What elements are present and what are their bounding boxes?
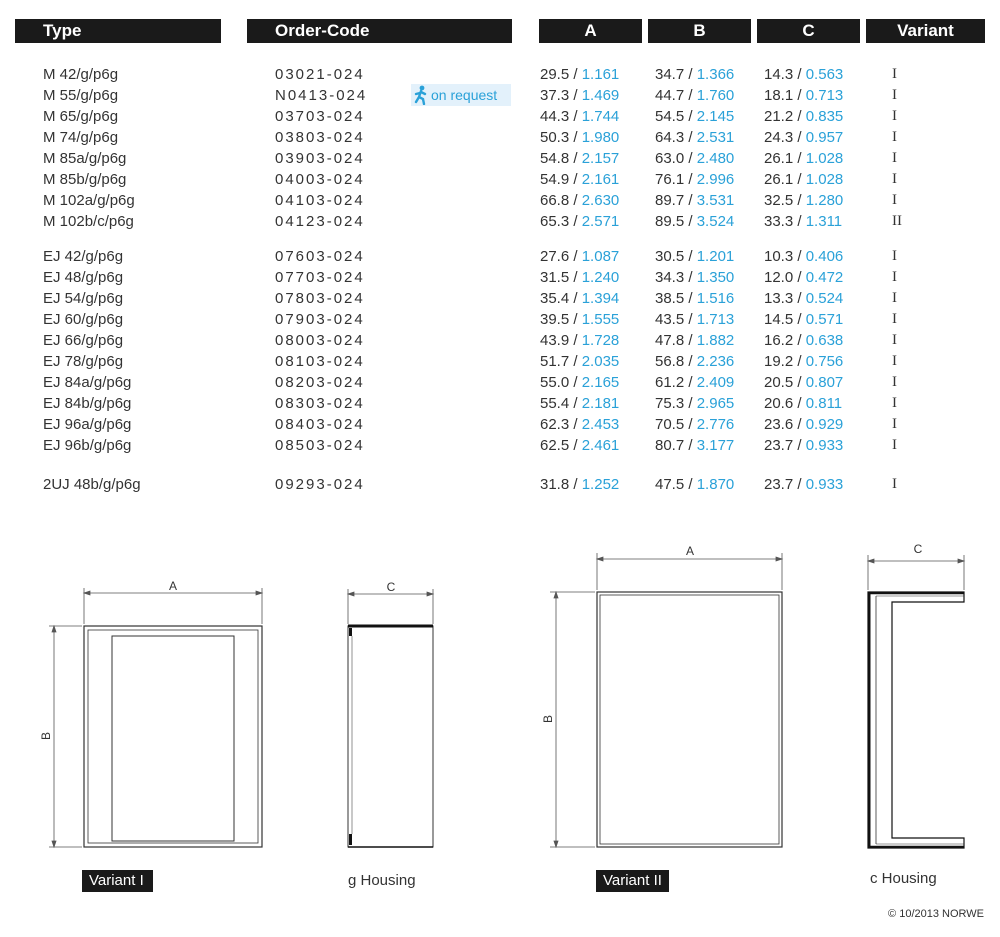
- order-code-cell: 07703-024: [275, 269, 365, 286]
- type-cell: M 74/g/p6g: [43, 129, 119, 146]
- value-inch: 0.811: [805, 395, 843, 412]
- value-mm: 75.3: [655, 395, 685, 412]
- dim-a-cell: 35.4 / 1.394: [540, 290, 620, 307]
- value-mm: 56.8: [655, 353, 685, 370]
- value-inch: 1.201: [696, 248, 735, 265]
- variant-2-label: Variant II: [596, 870, 669, 892]
- value-mm: 31.8: [540, 476, 570, 493]
- dim-c-cell: 20.5 / 0.807: [764, 374, 844, 391]
- variant-cell: I: [892, 476, 897, 492]
- variant-2-front-drawing: [550, 553, 782, 847]
- dim-c-cell: 18.1 / 0.713: [764, 87, 844, 104]
- variant-cell: I: [892, 290, 897, 306]
- variant-cell: I: [892, 311, 897, 327]
- dim-b-cell: 61.2 / 2.409: [655, 374, 735, 391]
- variant-cell: I: [892, 395, 897, 411]
- dim-c-cell: 16.2 / 0.638: [764, 332, 844, 349]
- value-inch: 2.409: [696, 374, 735, 391]
- value-inch: 0.807: [805, 374, 844, 391]
- order-code-cell: 03803-024: [275, 129, 365, 146]
- type-cell: M 85b/g/p6g: [43, 171, 127, 188]
- on-request-label: on request: [431, 87, 498, 103]
- value-mm: 70.5: [655, 416, 685, 433]
- value-inch: 0.524: [805, 290, 844, 307]
- order-code-cell: 04003-024: [275, 171, 365, 188]
- value-inch: 0.713: [805, 87, 844, 104]
- value-inch: 1.240: [581, 269, 620, 286]
- value-inch: 2.996: [696, 171, 735, 188]
- value-inch: 2.035: [581, 353, 620, 370]
- dim-b-cell: 44.7 / 1.760: [655, 87, 735, 104]
- type-cell: M 55/g/p6g: [43, 87, 119, 104]
- variant-cell: I: [892, 129, 897, 145]
- order-code-cell: 07903-024: [275, 311, 365, 328]
- value-mm: 66.8: [540, 192, 570, 209]
- value-inch: 1.252: [581, 476, 620, 493]
- order-code-cell: 07803-024: [275, 290, 365, 307]
- value-inch: 2.157: [581, 150, 620, 167]
- value-inch: 1.161: [581, 66, 620, 83]
- order-code-cell: 04123-024: [275, 213, 365, 230]
- value-inch: 1.028: [805, 171, 844, 188]
- value-mm: 47.5: [655, 476, 685, 493]
- value-inch: 1.311: [805, 213, 843, 230]
- dim-a-label-v1: A: [168, 579, 178, 593]
- value-mm: 47.8: [655, 332, 685, 349]
- value-inch: 0.563: [805, 66, 844, 83]
- dim-b-label-v1: B: [39, 731, 53, 741]
- value-inch: 1.516: [696, 290, 735, 307]
- dim-a-cell: 54.9 / 2.161: [540, 171, 620, 188]
- value-inch: 1.882: [696, 332, 735, 349]
- value-mm: 27.6: [540, 248, 570, 265]
- dim-a-cell: 62.5 / 2.461: [540, 437, 620, 454]
- dim-b-cell: 89.7 / 3.531: [655, 192, 735, 209]
- variant-cell: I: [892, 171, 897, 187]
- value-mm: 23.6: [764, 416, 794, 433]
- order-code-cell: 08303-024: [275, 395, 365, 412]
- value-mm: 18.1: [764, 87, 794, 104]
- value-mm: 43.9: [540, 332, 570, 349]
- value-inch: 1.394: [581, 290, 620, 307]
- value-mm: 44.3: [540, 108, 570, 125]
- variant-cell: I: [892, 332, 897, 348]
- value-inch: 2.181: [581, 395, 620, 412]
- value-inch: 2.145: [696, 108, 735, 125]
- value-mm: 31.5: [540, 269, 570, 286]
- dim-b-cell: 76.1 / 2.996: [655, 171, 735, 188]
- value-inch: 1.870: [696, 476, 735, 493]
- dim-c-cell: 13.3 / 0.524: [764, 290, 844, 307]
- variant-cell: I: [892, 353, 897, 369]
- value-inch: 1.366: [696, 66, 735, 83]
- value-mm: 13.3: [764, 290, 794, 307]
- dim-a-cell: 31.8 / 1.252: [540, 476, 620, 493]
- variant-cell: I: [892, 87, 897, 103]
- value-mm: 43.5: [655, 311, 685, 328]
- dim-c-cell: 26.1 / 1.028: [764, 150, 844, 167]
- value-inch: 2.776: [696, 416, 735, 433]
- dim-b-cell: 34.7 / 1.366: [655, 66, 735, 83]
- c-housing-caption: c Housing: [870, 870, 937, 887]
- value-mm: 44.7: [655, 87, 685, 104]
- value-inch: 2.480: [696, 150, 735, 167]
- value-mm: 37.3: [540, 87, 570, 104]
- value-inch: 0.571: [805, 311, 844, 328]
- value-inch: 1.728: [581, 332, 620, 349]
- value-mm: 89.7: [655, 192, 685, 209]
- value-mm: 63.0: [655, 150, 685, 167]
- value-mm: 21.2: [764, 108, 794, 125]
- dim-c-label-c: C: [913, 542, 923, 556]
- value-mm: 80.7: [655, 437, 685, 454]
- value-mm: 54.8: [540, 150, 570, 167]
- type-cell: M 85a/g/p6g: [43, 150, 127, 167]
- value-inch: 2.630: [581, 192, 620, 209]
- variant-cell: I: [892, 108, 897, 124]
- type-cell: EJ 48/g/p6g: [43, 269, 124, 286]
- value-mm: 32.5: [764, 192, 794, 209]
- value-mm: 55.0: [540, 374, 570, 391]
- dim-c-cell: 12.0 / 0.472: [764, 269, 844, 286]
- value-mm: 29.5: [540, 66, 570, 83]
- value-mm: 34.7: [655, 66, 685, 83]
- dim-c-cell: 24.3 / 0.957: [764, 129, 844, 146]
- value-inch: 2.453: [581, 416, 620, 433]
- dim-a-cell: 55.0 / 2.165: [540, 374, 620, 391]
- dim-b-cell: 63.0 / 2.480: [655, 150, 735, 167]
- dim-c-cell: 26.1 / 1.028: [764, 171, 844, 188]
- dim-a-cell: 55.4 / 2.181: [540, 395, 620, 412]
- value-inch: 1.555: [581, 311, 620, 328]
- g-housing-side-drawing: [348, 589, 433, 847]
- order-code-cell: 08003-024: [275, 332, 365, 349]
- value-mm: 12.0: [764, 269, 794, 286]
- dim-c-cell: 33.3 / 1.311: [764, 213, 843, 230]
- dim-a-cell: 29.5 / 1.161: [540, 66, 620, 83]
- dim-a-cell: 54.8 / 2.157: [540, 150, 620, 167]
- value-inch: 1.713: [696, 311, 735, 328]
- value-mm: 51.7: [540, 353, 570, 370]
- value-inch: 1.087: [581, 248, 620, 265]
- header-type: Type: [15, 19, 221, 43]
- type-cell: EJ 78/g/p6g: [43, 353, 124, 370]
- dim-c-cell: 10.3 / 0.406: [764, 248, 844, 265]
- header-a: A: [539, 19, 642, 43]
- dim-a-cell: 39.5 / 1.555: [540, 311, 620, 328]
- dim-b-cell: 47.5 / 1.870: [655, 476, 735, 493]
- dim-a-cell: 65.3 / 2.571: [540, 213, 620, 230]
- value-inch: 0.835: [805, 108, 844, 125]
- value-mm: 50.3: [540, 129, 570, 146]
- dim-a-cell: 31.5 / 1.240: [540, 269, 620, 286]
- variant-cell: I: [892, 269, 897, 285]
- value-mm: 26.1: [764, 150, 794, 167]
- order-code-cell: 03703-024: [275, 108, 365, 125]
- dim-a-label-v2: A: [685, 544, 695, 558]
- value-mm: 65.3: [540, 213, 570, 230]
- c-housing-side-drawing: [868, 555, 964, 848]
- value-mm: 20.5: [764, 374, 794, 391]
- value-mm: 62.5: [540, 437, 570, 454]
- value-mm: 54.5: [655, 108, 685, 125]
- value-mm: 33.3: [764, 213, 794, 230]
- value-mm: 30.5: [655, 248, 685, 265]
- dim-b-cell: 47.8 / 1.882: [655, 332, 735, 349]
- value-inch: 3.177: [696, 437, 735, 454]
- variant-cell: II: [892, 213, 902, 229]
- dim-b-label-v2: B: [541, 714, 555, 724]
- dim-c-cell: 19.2 / 0.756: [764, 353, 844, 370]
- variant-cell: I: [892, 248, 897, 264]
- value-mm: 55.4: [540, 395, 570, 412]
- value-inch: 0.957: [805, 129, 844, 146]
- order-code-cell: 09293-024: [275, 476, 365, 493]
- variant-cell: I: [892, 66, 897, 82]
- value-mm: 34.3: [655, 269, 685, 286]
- variant-cell: I: [892, 150, 897, 166]
- value-inch: 2.165: [581, 374, 620, 391]
- value-mm: 64.3: [655, 129, 685, 146]
- order-code-cell: 04103-024: [275, 192, 365, 209]
- header-order-code: Order-Code: [247, 19, 512, 43]
- type-cell: EJ 96a/g/p6g: [43, 416, 132, 433]
- dim-c-cell: 23.6 / 0.929: [764, 416, 844, 433]
- dim-a-cell: 62.3 / 2.453: [540, 416, 620, 433]
- value-inch: 1.744: [581, 108, 620, 125]
- variant-cell: I: [892, 416, 897, 432]
- value-inch: 0.756: [805, 353, 844, 370]
- order-code-cell: N0413-024: [275, 87, 368, 104]
- value-mm: 14.5: [764, 311, 794, 328]
- g-housing-caption: g Housing: [348, 872, 416, 889]
- type-cell: EJ 54/g/p6g: [43, 290, 124, 307]
- dim-b-cell: 43.5 / 1.713: [655, 311, 735, 328]
- dim-c-cell: 23.7 / 0.933: [764, 476, 844, 493]
- dim-b-cell: 30.5 / 1.201: [655, 248, 735, 265]
- value-mm: 14.3: [764, 66, 794, 83]
- order-code-cell: 08103-024: [275, 353, 365, 370]
- value-mm: 89.5: [655, 213, 685, 230]
- dim-b-cell: 70.5 / 2.776: [655, 416, 735, 433]
- value-inch: 1.469: [581, 87, 620, 104]
- value-mm: 76.1: [655, 171, 685, 188]
- type-cell: M 102a/g/p6g: [43, 192, 135, 209]
- type-cell: 2UJ 48b/g/p6g: [43, 476, 141, 493]
- dim-c-cell: 21.2 / 0.835: [764, 108, 844, 125]
- dim-c-cell: 14.3 / 0.563: [764, 66, 844, 83]
- value-inch: 0.472: [805, 269, 844, 286]
- dim-a-cell: 44.3 / 1.744: [540, 108, 620, 125]
- value-mm: 62.3: [540, 416, 570, 433]
- value-inch: 2.965: [696, 395, 735, 412]
- value-mm: 19.2: [764, 353, 794, 370]
- variant-cell: I: [892, 374, 897, 390]
- value-mm: 54.9: [540, 171, 570, 188]
- order-code-cell: 08403-024: [275, 416, 365, 433]
- dim-a-cell: 43.9 / 1.728: [540, 332, 620, 349]
- value-inch: 0.638: [805, 332, 844, 349]
- value-inch: 2.236: [696, 353, 735, 370]
- order-code-cell: 07603-024: [275, 248, 365, 265]
- type-cell: M 65/g/p6g: [43, 108, 119, 125]
- dim-b-cell: 56.8 / 2.236: [655, 353, 735, 370]
- header-variant: Variant: [866, 19, 985, 43]
- dim-b-cell: 34.3 / 1.350: [655, 269, 735, 286]
- variant-cell: I: [892, 192, 897, 208]
- value-inch: 1.280: [805, 192, 844, 209]
- type-cell: EJ 60/g/p6g: [43, 311, 124, 328]
- value-mm: 24.3: [764, 129, 794, 146]
- type-cell: EJ 84a/g/p6g: [43, 374, 132, 391]
- value-inch: 0.933: [805, 476, 844, 493]
- dim-a-cell: 66.8 / 2.630: [540, 192, 620, 209]
- value-mm: 35.4: [540, 290, 570, 307]
- value-inch: 2.531: [696, 129, 735, 146]
- variant-1-label: Variant I: [82, 870, 153, 892]
- type-cell: EJ 84b/g/p6g: [43, 395, 132, 412]
- dim-c-label-g: C: [386, 580, 396, 594]
- dim-b-cell: 54.5 / 2.145: [655, 108, 735, 125]
- type-cell: EJ 96b/g/p6g: [43, 437, 132, 454]
- dim-c-cell: 14.5 / 0.571: [764, 311, 844, 328]
- type-cell: EJ 66/g/p6g: [43, 332, 124, 349]
- dim-c-cell: 32.5 / 1.280: [764, 192, 844, 209]
- order-code-cell: 03903-024: [275, 150, 365, 167]
- value-mm: 10.3: [764, 248, 794, 265]
- copyright: © 10/2013 NORWE: [888, 908, 984, 920]
- dim-a-cell: 51.7 / 2.035: [540, 353, 620, 370]
- value-inch: 1.028: [805, 150, 844, 167]
- dim-b-cell: 75.3 / 2.965: [655, 395, 735, 412]
- type-cell: M 42/g/p6g: [43, 66, 119, 83]
- variant-cell: I: [892, 437, 897, 453]
- order-code-cell: 08203-024: [275, 374, 365, 391]
- variant-1-front-drawing: [49, 588, 262, 847]
- dim-a-cell: 27.6 / 1.087: [540, 248, 620, 265]
- value-inch: 3.524: [696, 213, 735, 230]
- header-b: B: [648, 19, 751, 43]
- value-mm: 20.6: [764, 395, 794, 412]
- value-mm: 38.5: [655, 290, 685, 307]
- order-code-cell: 03021-024: [275, 66, 365, 83]
- value-inch: 2.461: [581, 437, 620, 454]
- value-inch: 0.406: [805, 248, 844, 265]
- value-mm: 39.5: [540, 311, 570, 328]
- value-mm: 61.2: [655, 374, 685, 391]
- dim-b-cell: 80.7 / 3.177: [655, 437, 735, 454]
- dim-c-cell: 20.6 / 0.811: [764, 395, 843, 412]
- value-inch: 0.929: [805, 416, 844, 433]
- value-inch: 2.571: [581, 213, 620, 230]
- dim-a-cell: 37.3 / 1.469: [540, 87, 620, 104]
- value-mm: 26.1: [764, 171, 794, 188]
- value-inch: 0.933: [805, 437, 844, 454]
- value-inch: 1.980: [581, 129, 620, 146]
- dim-b-cell: 64.3 / 2.531: [655, 129, 735, 146]
- dim-b-cell: 89.5 / 3.524: [655, 213, 735, 230]
- value-inch: 3.531: [696, 192, 735, 209]
- dim-b-cell: 38.5 / 1.516: [655, 290, 735, 307]
- value-mm: 23.7: [764, 437, 794, 454]
- value-mm: 16.2: [764, 332, 794, 349]
- value-mm: 23.7: [764, 476, 794, 493]
- type-cell: M 102b/c/p6g: [43, 213, 134, 230]
- dim-c-cell: 23.7 / 0.933: [764, 437, 844, 454]
- value-inch: 1.350: [696, 269, 735, 286]
- value-inch: 1.760: [696, 87, 735, 104]
- dim-a-cell: 50.3 / 1.980: [540, 129, 620, 146]
- header-c: C: [757, 19, 860, 43]
- order-code-cell: 08503-024: [275, 437, 365, 454]
- value-inch: 2.161: [581, 171, 620, 188]
- type-cell: EJ 42/g/p6g: [43, 248, 124, 265]
